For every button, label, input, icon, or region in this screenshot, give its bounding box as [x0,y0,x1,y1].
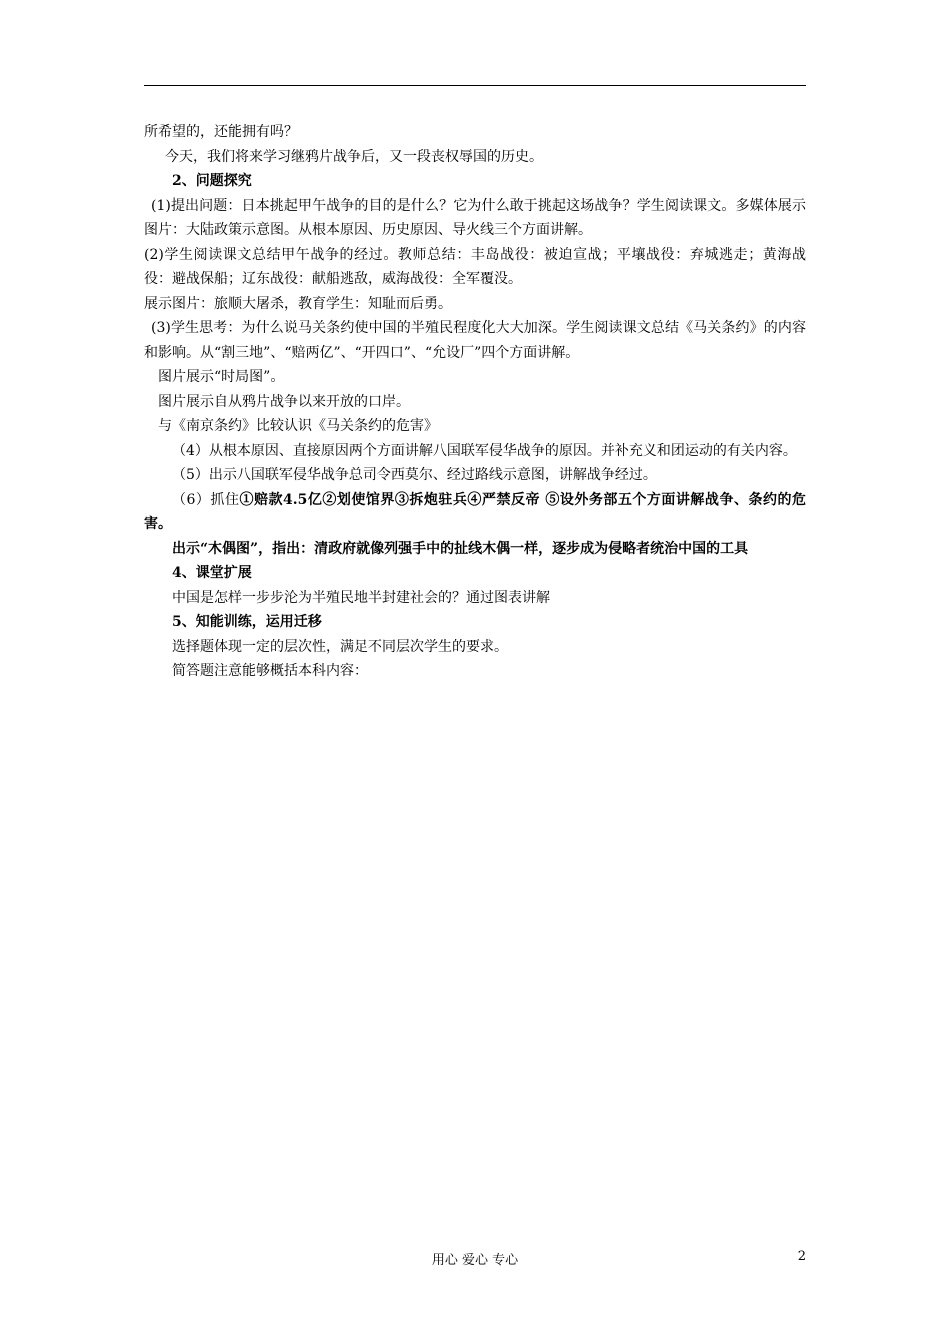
paragraph-puppet-image: 出示“木偶图”，指出：清政府就像列强手中的扯线木偶一样，逐步成为侵略者统治中国的工具 [172,540,749,557]
paragraph-item-2: (2)学生阅读课文总结甲午战争的经过。教师总结：丰岛战役：被迫宣战；平壤战役：弃城逃走；黄海战役：避战保船；辽东战役：献船逃敌，威海战役：全军覆没。 [144,246,806,287]
item-6-prefix: （6）抓住 [172,491,240,508]
paragraph-continuation: 所希望的，还能拥有吗？ [144,124,298,140]
section-heading-inquiry: 2、问题探究 [172,173,252,189]
paragraph-shiju-map: 图片展示“时局图”。 [158,369,285,385]
section-heading-extension: 4、课堂扩展 [172,565,252,581]
section-heading-training: 5、知能训练，运用迁移 [172,614,322,630]
paragraph-item-4: （4）从根本原因、直接原因两个方面讲解八国联军侵华战争的原因。并补充义和团运动的有关内容。 [172,442,797,459]
paragraph-item-5: （5）出示八国联军侵华战争总司令西莫尔、经过路线示意图，讲解战争经过。 [172,467,657,483]
paragraph-item-1: (1)提出问题：日本挑起甲午战争的目的是什么？它为什么敢于挑起这场战争？学生阅读课文。多媒体展示图片：大陆政策示意图。从根本原因、历史原因、导火线三个方面讲解。 [144,197,806,238]
item-6-bold-points: ①赔款4.5亿②划使馆界③拆炮驻兵④严禁反帝 ⑤设外务部五个方面讲解战争、条约的危害。 [144,491,806,532]
header-rule [144,85,806,86]
paragraph-short-answer: 简答题注意能够概括本科内容： [172,663,368,679]
paragraph-intro: 今天，我们将来学习继鸦片战争后，又一段丧权辱国的历史。 [165,148,543,165]
paragraph-compare-treaty: 与《南京条约》比较认识《马关条约的危害》 [158,418,438,434]
paragraph-extension: 中国是怎样一步步沦为半殖民地半封建社会的？通过图表讲解 [172,589,550,606]
footer-slogan: 用心 爱心 专心 [431,1253,519,1268]
paragraph-item-3: (3)学生思考：为什么说马关条约使中国的半殖民程度化大大加深。学生阅读课文总结《马关条约》的内容和影响。从“割三地”、“赔两亿”、“开四口”、“允设厂”四个方面讲解。 [144,320,806,361]
paragraph-multiple-choice: 选择题体现一定的层次性，满足不同层次学生的要求。 [172,638,508,655]
paragraph-item-6 [144,488,806,537]
paragraph-show-image: 展示图片：旅顺大屠杀，教育学生：知耻而后勇。 [144,295,452,312]
paragraph-open-ports: 图片展示自从鸦片战争以来开放的口岸。 [158,393,410,410]
page-number: 2 [797,1249,806,1264]
document-body [144,120,806,684]
